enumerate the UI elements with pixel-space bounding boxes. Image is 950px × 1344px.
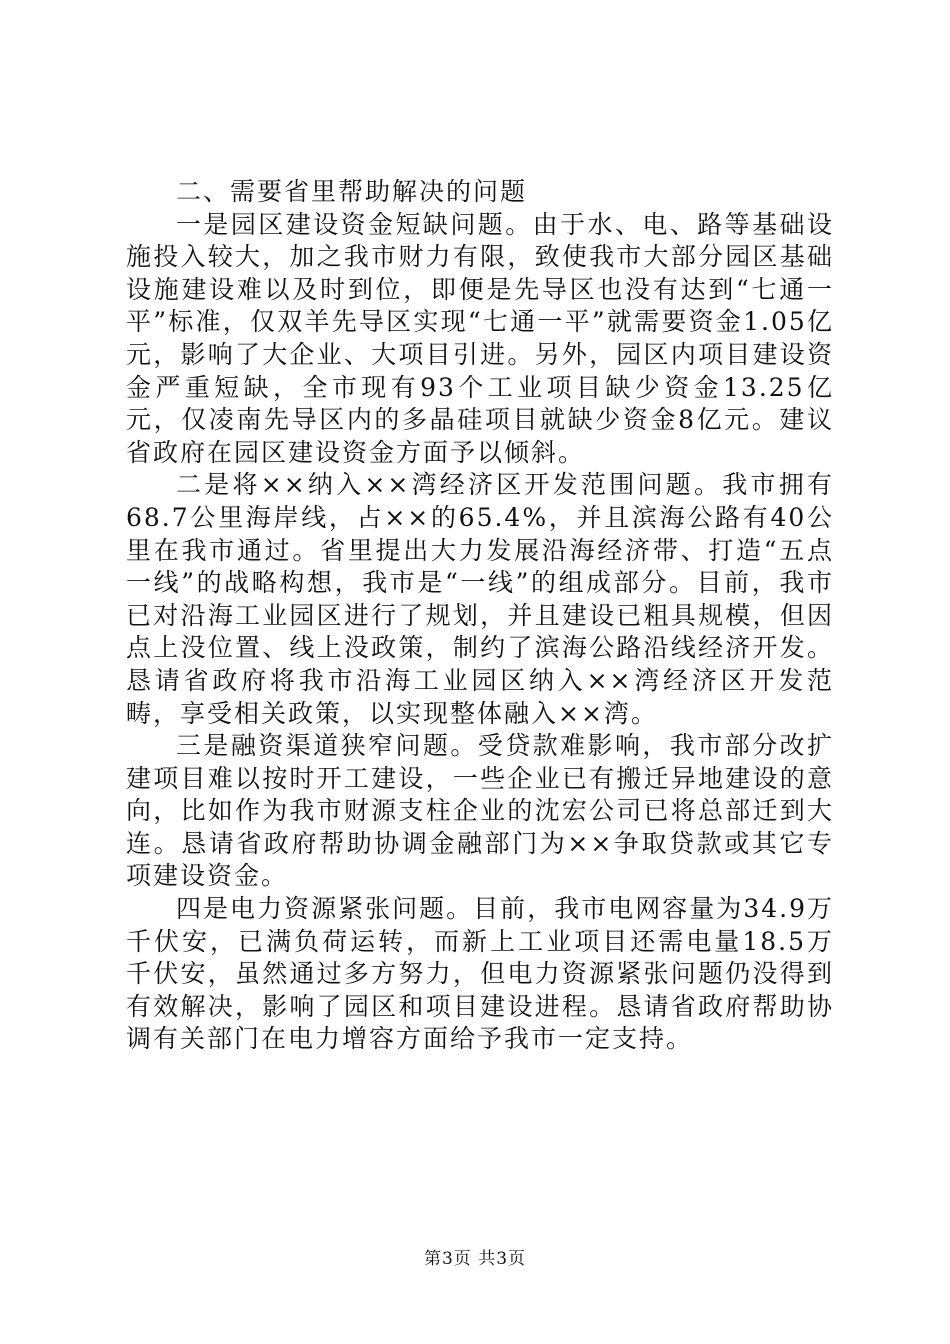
document-body [126,176,834,1056]
section-heading: 二、需要省里帮助解决的问题 [176,177,528,206]
paragraph-economic-zone: 二是将××纳入××湾经济区开发范围问题。我市拥有68.7公里海岸线，占××的65.4%，并且滨海公路有40公里在我市通过。省里提出大力发展沿海经济带、打造“五点一线”的战略构想，我市是“一线”的组成部分。目前，我市已对沿海工业园区进行了规划，并且建设已粗具规模，但因点上没位置、线上没政策，制约了滨海公路沿线经济开发。恳请省政府将我市沿海工业园区纳入××湾经济区开发范畴，享受相关政策，以实现整体融入××湾。 [126,470,834,728]
paragraph-financing: 三是融资渠道狭窄问题。受贷款难影响，我市部分改扩建项目难以按时开工建设，一些企业已有搬迁异地建设的意向，比如作为我市财源支柱企业的沈宏公司已将总部迁到大连。恳请省政府帮助协调金融部门为××争取贷款或其它专项建设资金。 [126,731,834,891]
paragraph-funding: 一是园区建设资金短缺问题。由于水、电、路等基础设施投入较大，加之我市财力有限，致使我市大部分园区基础设施建设难以及时到位，即便是先导区也没有达到“七通一平”标准，仅双羊先导区实现“七通一平”就需要资金1.05亿元，影响了大企业、大项目引进。另外，园区内项目建设资金严重短缺，全市现有93个工业项目缺少资金13.25亿元，仅凌南先导区内的多晶硅项目就缺少资金8亿元。建议省政府在园区建设资金方面予以倾斜。 [126,209,834,467]
page-number: 第3页 共3页 [423,1249,527,1269]
paragraph-power: 四是电力资源紧张问题。目前，我市电网容量为34.9万千伏安，已满负荷运转，而新上工业项目还需电量18.5万千伏安，虽然通过多方努力，但电力资源紧张问题仍没得到有效解决，影响了园区和项目建设进程。恳请省政府帮助协调有关部门在电力增容方面给予我市一定支持。 [126,894,834,1054]
